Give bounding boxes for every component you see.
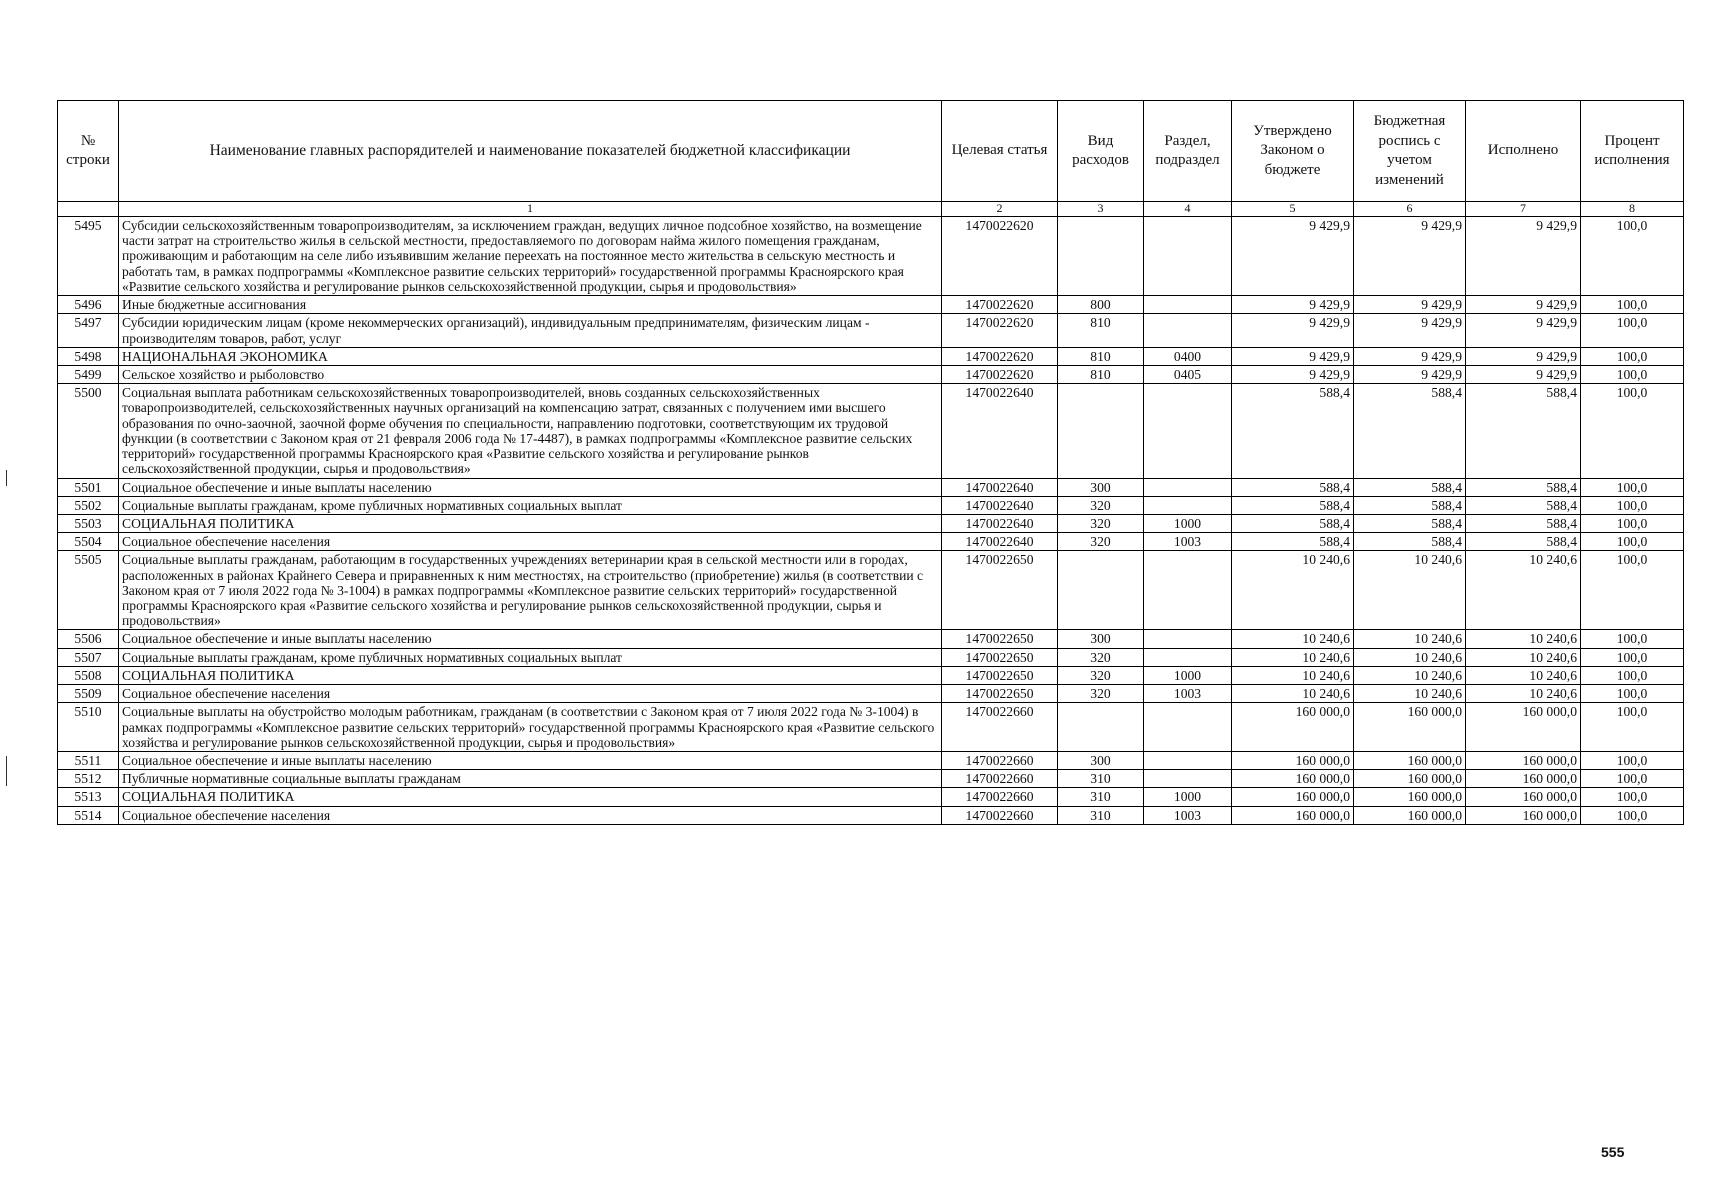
column-number-cell: 6 [1354,202,1466,217]
executed-amount-cell: 588,4 [1466,533,1581,551]
approved-amount-cell: 160 000,0 [1232,806,1354,824]
roster-amount-cell: 160 000,0 [1354,806,1466,824]
table-row [58,685,1684,703]
roster-amount-cell: 9 429,9 [1354,217,1466,296]
target-article-cell: 1470022660 [942,752,1058,770]
roster-amount-cell: 10 240,6 [1354,685,1466,703]
page-number: 555 [1601,1144,1625,1160]
row-name-cell: Социальное обеспечение населения [119,533,942,551]
roster-amount-cell: 9 429,9 [1354,347,1466,365]
column-number-cell: 4 [1144,202,1232,217]
target-article-cell: 1470022660 [942,806,1058,824]
table-row [58,806,1684,824]
table-row [58,347,1684,365]
section-cell [1144,770,1232,788]
percent-cell: 100,0 [1581,384,1684,478]
roster-amount-cell: 9 429,9 [1354,296,1466,314]
table-row [58,514,1684,532]
roster-amount-cell: 10 240,6 [1354,666,1466,684]
section-cell: 0405 [1144,365,1232,383]
percent-cell: 100,0 [1581,296,1684,314]
column-number-row [58,202,1684,217]
section-cell [1144,752,1232,770]
percent-cell: 100,0 [1581,496,1684,514]
roster-amount-cell: 160 000,0 [1354,770,1466,788]
percent-cell: 100,0 [1581,648,1684,666]
expense-type-cell: 810 [1058,365,1144,383]
percent-cell: 100,0 [1581,703,1684,752]
percent-cell: 100,0 [1581,217,1684,296]
row-name-cell: СОЦИАЛЬНАЯ ПОЛИТИКА [119,514,942,532]
executed-amount-cell: 10 240,6 [1466,630,1581,648]
column-header-percent: Процент исполнения [1581,101,1684,202]
approved-amount-cell: 10 240,6 [1232,551,1354,630]
target-article-cell: 1470022650 [942,648,1058,666]
approved-amount-cell: 588,4 [1232,533,1354,551]
target-article-cell: 1470022660 [942,788,1058,806]
table-row [58,770,1684,788]
row-number-cell: 5502 [58,496,119,514]
target-article-cell: 1470022620 [942,365,1058,383]
row-number-cell: 5501 [58,478,119,496]
table-row [58,533,1684,551]
approved-amount-cell: 10 240,6 [1232,648,1354,666]
row-number-cell: 5514 [58,806,119,824]
row-name-cell: Социальное обеспечение населения [119,685,942,703]
expense-type-cell [1058,217,1144,296]
approved-amount-cell: 9 429,9 [1232,347,1354,365]
approved-amount-cell: 9 429,9 [1232,365,1354,383]
table-body [58,217,1684,825]
roster-amount-cell: 588,4 [1354,533,1466,551]
target-article-cell: 1470022620 [942,314,1058,347]
target-article-cell: 1470022650 [942,630,1058,648]
roster-amount-cell: 160 000,0 [1354,752,1466,770]
row-name-cell: СОЦИАЛЬНАЯ ПОЛИТИКА [119,666,942,684]
row-number-cell: 5506 [58,630,119,648]
approved-amount-cell: 9 429,9 [1232,314,1354,347]
executed-amount-cell: 9 429,9 [1466,296,1581,314]
table-row [58,648,1684,666]
percent-cell: 100,0 [1581,806,1684,824]
target-article-cell: 1470022660 [942,770,1058,788]
roster-amount-cell: 10 240,6 [1354,551,1466,630]
percent-cell: 100,0 [1581,630,1684,648]
budget-execution-table [57,100,1684,825]
column-number-cell: 1 [119,202,942,217]
table-row [58,752,1684,770]
target-article-cell: 1470022620 [942,347,1058,365]
target-article-cell: 1470022620 [942,296,1058,314]
target-article-cell: 1470022620 [942,217,1058,296]
section-cell [1144,217,1232,296]
section-cell [1144,648,1232,666]
table-row [58,788,1684,806]
executed-amount-cell: 9 429,9 [1466,365,1581,383]
row-number-cell: 5503 [58,514,119,532]
row-name-cell: Субсидии юридическим лицам (кроме некоммерческих организаций), индивидуальным предпринимателям, физическим лицам - производителям товаров, работ, услуг [119,314,942,347]
section-cell: 1000 [1144,666,1232,684]
expense-type-cell [1058,551,1144,630]
executed-amount-cell: 588,4 [1466,514,1581,532]
row-number-cell: 5495 [58,217,119,296]
expense-type-cell: 300 [1058,752,1144,770]
row-name-cell: Социальное обеспечение населения [119,806,942,824]
approved-amount-cell: 10 240,6 [1232,666,1354,684]
row-name-cell: Социальные выплаты гражданам, кроме публичных нормативных социальных выплат [119,496,942,514]
expense-type-cell: 300 [1058,630,1144,648]
table-row [58,217,1684,296]
section-cell: 1003 [1144,533,1232,551]
percent-cell: 100,0 [1581,514,1684,532]
roster-amount-cell: 9 429,9 [1354,314,1466,347]
roster-amount-cell: 588,4 [1354,478,1466,496]
executed-amount-cell: 588,4 [1466,384,1581,478]
table-row [58,551,1684,630]
table-row [58,365,1684,383]
row-number-cell: 5512 [58,770,119,788]
executed-amount-cell: 160 000,0 [1466,752,1581,770]
target-article-cell: 1470022650 [942,551,1058,630]
section-cell: 0400 [1144,347,1232,365]
table-row [58,496,1684,514]
roster-amount-cell: 588,4 [1354,514,1466,532]
executed-amount-cell: 10 240,6 [1466,685,1581,703]
section-cell [1144,384,1232,478]
column-header-name: Наименование главных распорядителей и наименование показателей бюджетной классификации [119,101,942,202]
target-article-cell: 1470022640 [942,496,1058,514]
approved-amount-cell: 160 000,0 [1232,703,1354,752]
column-header-approved: Утверждено Законом о бюджете [1232,101,1354,202]
section-cell [1144,703,1232,752]
table-row [58,630,1684,648]
percent-cell: 100,0 [1581,752,1684,770]
row-number-cell: 5507 [58,648,119,666]
column-number-cell: 8 [1581,202,1684,217]
header-row [58,101,1684,202]
percent-cell: 100,0 [1581,551,1684,630]
roster-amount-cell: 588,4 [1354,496,1466,514]
table-row [58,384,1684,478]
roster-amount-cell: 10 240,6 [1354,630,1466,648]
row-number-cell: 5496 [58,296,119,314]
roster-amount-cell: 160 000,0 [1354,788,1466,806]
section-cell [1144,478,1232,496]
approved-amount-cell: 160 000,0 [1232,788,1354,806]
row-name-cell: Социальная выплата работникам сельскохозяйственных товаропроизводителей, вновь созданных сельскохозяйственных товаропроизводителей, сельскохозяйственных научных организаций на компенсацию затрат, связанных с получением ими высшего образования по очно-заочной, заочной форме обучения по специальности, направлению подготовки, соответствующим их трудовой функции (в соответствии с Законом края от 21 февраля 2006 года № 17-4487), в рамках подпрограммы «Комплексное развитие сельских территорий» государственной программы Красноярского края «Развитие сельского хозяйства и регулирование рынков сельскохозяйственной продукции, сырья и продовольствия» [119,384,942,478]
expense-type-cell: 810 [1058,347,1144,365]
target-article-cell: 1470022640 [942,384,1058,478]
table-row [58,314,1684,347]
executed-amount-cell: 10 240,6 [1466,551,1581,630]
executed-amount-cell: 160 000,0 [1466,703,1581,752]
percent-cell: 100,0 [1581,347,1684,365]
percent-cell: 100,0 [1581,533,1684,551]
column-number-cell [58,202,119,217]
approved-amount-cell: 10 240,6 [1232,685,1354,703]
table-row [58,666,1684,684]
column-number-cell: 5 [1232,202,1354,217]
row-name-cell: Сельское хозяйство и рыболовство [119,365,942,383]
target-article-cell: 1470022640 [942,533,1058,551]
percent-cell: 100,0 [1581,314,1684,347]
row-number-cell: 5499 [58,365,119,383]
section-cell [1144,314,1232,347]
expense-type-cell: 320 [1058,533,1144,551]
row-name-cell: Социальные выплаты гражданам, кроме публичных нормативных социальных выплат [119,648,942,666]
margin-mark [6,470,7,486]
row-name-cell: Социальные выплаты на обустройство молодым работникам, гражданам (в соответствии с Законом края от 7 июля 2022 года № 3-1004) в рамках подпрограммы «Комплексное развитие сельских территорий» государственной программы Красноярского края «Развитие сельского хозяйства и регулирование рынков сельскохозяйственной продукции, сырья и продовольствия» [119,703,942,752]
executed-amount-cell: 160 000,0 [1466,788,1581,806]
row-name-cell: Социальное обеспечение и иные выплаты населению [119,630,942,648]
approved-amount-cell: 588,4 [1232,514,1354,532]
row-number-cell: 5505 [58,551,119,630]
row-number-cell: 5513 [58,788,119,806]
expense-type-cell: 320 [1058,648,1144,666]
approved-amount-cell: 10 240,6 [1232,630,1354,648]
percent-cell: 100,0 [1581,788,1684,806]
roster-amount-cell: 160 000,0 [1354,703,1466,752]
row-number-cell: 5504 [58,533,119,551]
target-article-cell: 1470022650 [942,666,1058,684]
approved-amount-cell: 160 000,0 [1232,752,1354,770]
section-cell: 1003 [1144,806,1232,824]
approved-amount-cell: 588,4 [1232,384,1354,478]
expense-type-cell: 310 [1058,788,1144,806]
roster-amount-cell: 588,4 [1354,384,1466,478]
column-header-row-number: № строки [58,101,119,202]
executed-amount-cell: 10 240,6 [1466,666,1581,684]
percent-cell: 100,0 [1581,666,1684,684]
executed-amount-cell: 588,4 [1466,496,1581,514]
expense-type-cell: 310 [1058,806,1144,824]
roster-amount-cell: 9 429,9 [1354,365,1466,383]
row-name-cell: Иные бюджетные ассигнования [119,296,942,314]
expense-type-cell: 810 [1058,314,1144,347]
expense-type-cell: 800 [1058,296,1144,314]
table-row [58,703,1684,752]
row-number-cell: 5509 [58,685,119,703]
approved-amount-cell: 588,4 [1232,496,1354,514]
row-name-cell: СОЦИАЛЬНАЯ ПОЛИТИКА [119,788,942,806]
executed-amount-cell: 9 429,9 [1466,347,1581,365]
section-cell [1144,551,1232,630]
roster-amount-cell: 10 240,6 [1354,648,1466,666]
row-number-cell: 5510 [58,703,119,752]
row-number-cell: 5500 [58,384,119,478]
section-cell [1144,296,1232,314]
column-number-cell: 2 [942,202,1058,217]
percent-cell: 100,0 [1581,365,1684,383]
row-number-cell: 5498 [58,347,119,365]
percent-cell: 100,0 [1581,478,1684,496]
column-number-cell: 3 [1058,202,1144,217]
section-cell: 1000 [1144,514,1232,532]
expense-type-cell: 320 [1058,496,1144,514]
column-header-executed: Исполнено [1466,101,1581,202]
row-name-cell: Социальные выплаты гражданам, работающим в государственных учреждениях ветеринарии края в сельской местности или в городах, расположенных в районах Крайнего Севера и приравненных к ним местностях, на строительство (приобретение) жилья (в соответствии с Законом края от 7 июля 2022 года № 3-1004) в рамках подпрограммы «Комплексное развитие сельских территорий» государственной программы Красноярского края «Развитие сельского хозяйства и регулирование рынков сельскохозяйственной продукции, сырья и продовольствия» [119,551,942,630]
executed-amount-cell: 10 240,6 [1466,648,1581,666]
column-number-cell: 7 [1466,202,1581,217]
row-number-cell: 5511 [58,752,119,770]
percent-cell: 100,0 [1581,685,1684,703]
section-cell [1144,496,1232,514]
row-name-cell: НАЦИОНАЛЬНАЯ ЭКОНОМИКА [119,347,942,365]
target-article-cell: 1470022660 [942,703,1058,752]
expense-type-cell: 320 [1058,514,1144,532]
column-header-expense-type: Вид расходов [1058,101,1144,202]
column-header-budget-roster: Бюджетная роспись с учетом изменений [1354,101,1466,202]
approved-amount-cell: 160 000,0 [1232,770,1354,788]
table-row [58,478,1684,496]
column-header-target-article: Целевая статья [942,101,1058,202]
row-name-cell: Публичные нормативные социальные выплаты гражданам [119,770,942,788]
column-header-section: Раздел, подраздел [1144,101,1232,202]
section-cell [1144,630,1232,648]
row-number-cell: 5497 [58,314,119,347]
expense-type-cell: 320 [1058,685,1144,703]
row-name-cell: Субсидии сельскохозяйственным товаропроизводителям, за исключением граждан, ведущих личное подсобное хозяйство, на возмещение части затрат на строительство жилья в сельской местности, предоставляемого по договорам найма жилого помещения гражданам, проживающим и работающим на селе либо изъявившим желание переехать на постоянное место жительства в сельскую местность и работать там, в рамках подпрограммы «Комплексное развитие сельских территорий» государственной программы Красноярского края «Развитие сельского хозяйства и регулирование рынков сельскохозяйственной продукции, сырья и продовольствия» [119,217,942,296]
approved-amount-cell: 9 429,9 [1232,217,1354,296]
target-article-cell: 1470022650 [942,685,1058,703]
expense-type-cell: 300 [1058,478,1144,496]
approved-amount-cell: 588,4 [1232,478,1354,496]
executed-amount-cell: 160 000,0 [1466,806,1581,824]
row-name-cell: Социальное обеспечение и иные выплаты населению [119,752,942,770]
margin-mark [6,756,7,786]
expense-type-cell [1058,384,1144,478]
executed-amount-cell: 9 429,9 [1466,217,1581,296]
executed-amount-cell: 9 429,9 [1466,314,1581,347]
executed-amount-cell: 160 000,0 [1466,770,1581,788]
percent-cell: 100,0 [1581,770,1684,788]
section-cell: 1003 [1144,685,1232,703]
expense-type-cell: 320 [1058,666,1144,684]
section-cell: 1000 [1144,788,1232,806]
target-article-cell: 1470022640 [942,478,1058,496]
expense-type-cell [1058,703,1144,752]
table-row [58,296,1684,314]
expense-type-cell: 310 [1058,770,1144,788]
executed-amount-cell: 588,4 [1466,478,1581,496]
approved-amount-cell: 9 429,9 [1232,296,1354,314]
target-article-cell: 1470022640 [942,514,1058,532]
row-name-cell: Социальное обеспечение и иные выплаты населению [119,478,942,496]
row-number-cell: 5508 [58,666,119,684]
